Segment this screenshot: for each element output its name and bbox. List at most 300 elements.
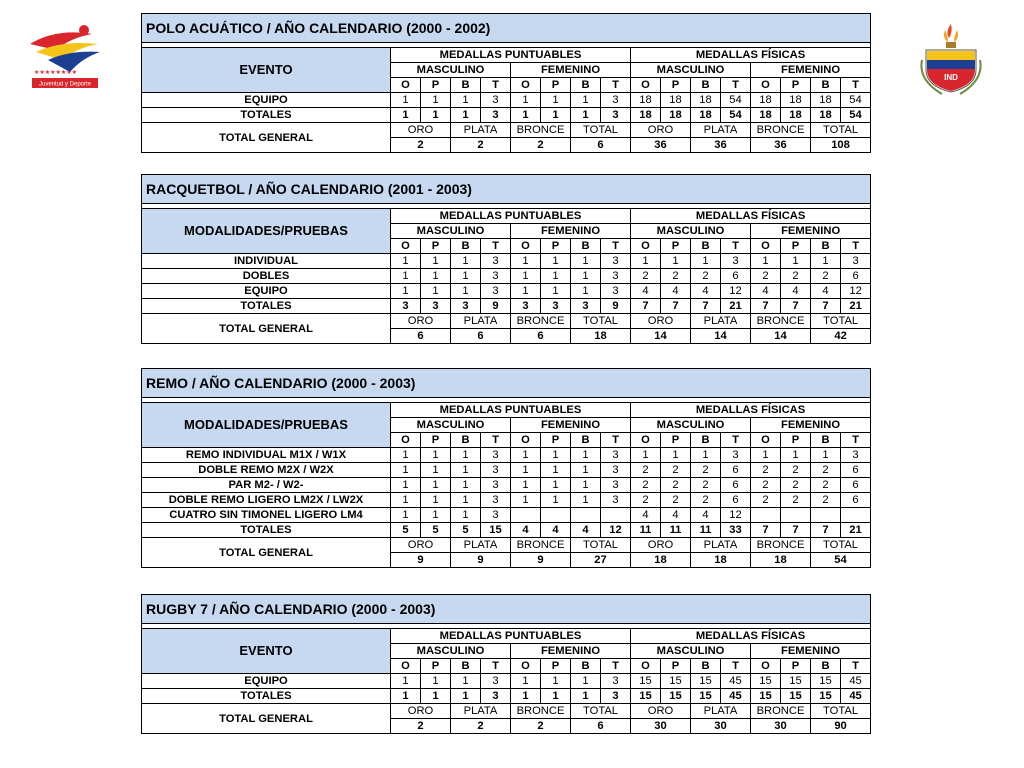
value-cell: 1: [541, 493, 571, 508]
value-cell: 1: [571, 478, 601, 493]
value-cell: 1: [451, 269, 481, 284]
total-cell: 18: [811, 108, 841, 123]
general-value: 18: [751, 553, 811, 568]
value-cell: 12: [721, 284, 751, 299]
column-header-o: O: [631, 239, 661, 254]
value-cell: 1: [511, 463, 541, 478]
event-header: MODALIDADES/PRUEBAS: [142, 209, 391, 254]
general-value: 9: [451, 553, 511, 568]
table-row: [142, 493, 871, 508]
medallas-fisicas-header: MEDALLAS FÍSICAS: [631, 403, 871, 418]
value-cell: 6: [721, 478, 751, 493]
total-cell: 3: [511, 299, 541, 314]
value-cell: 1: [691, 254, 721, 269]
value-cell: 1: [451, 493, 481, 508]
total-cell: 1: [391, 108, 421, 123]
value-cell: 4: [751, 284, 781, 299]
total-cell: 15: [661, 689, 691, 704]
value-cell: [841, 508, 871, 523]
value-cell: 1: [661, 448, 691, 463]
value-cell: 3: [601, 493, 631, 508]
value-cell: 1: [421, 254, 451, 269]
general-value: 6: [571, 138, 631, 153]
column-header-t: T: [841, 659, 871, 674]
masculino-header: MASCULINO: [631, 644, 751, 659]
value-cell: 1: [781, 254, 811, 269]
total-cell: 9: [601, 299, 631, 314]
value-cell: 1: [421, 493, 451, 508]
column-header-o: O: [751, 239, 781, 254]
bronce-label: BRONCE: [751, 314, 811, 329]
row-label: INDIVIDUAL: [142, 254, 391, 269]
femenino-header: FEMENINO: [511, 224, 631, 239]
column-header-o: O: [511, 78, 541, 93]
column-header-o: O: [631, 433, 661, 448]
value-cell: 1: [541, 284, 571, 299]
value-cell: 18: [691, 93, 721, 108]
general-value: 9: [391, 553, 451, 568]
value-cell: 2: [811, 463, 841, 478]
column-header-t: T: [841, 239, 871, 254]
value-cell: 1: [541, 448, 571, 463]
value-cell: 1: [391, 478, 421, 493]
total-cell: 9: [481, 299, 511, 314]
general-value: 14: [751, 329, 811, 344]
femenino-header: FEMENINO: [751, 644, 871, 659]
table-row: [142, 478, 871, 493]
value-cell: 1: [571, 284, 601, 299]
total-cell: 18: [751, 108, 781, 123]
column-header-t: T: [601, 659, 631, 674]
general-value: 18: [631, 553, 691, 568]
value-cell: 18: [751, 93, 781, 108]
column-header-p: P: [781, 239, 811, 254]
column-header-b: B: [691, 239, 721, 254]
total-cell: 12: [601, 523, 631, 538]
column-header-p: P: [661, 78, 691, 93]
table-row: [142, 448, 871, 463]
column-header-b: B: [451, 433, 481, 448]
medallas-fisicas-header: MEDALLAS FÍSICAS: [631, 629, 871, 644]
total-cell: 11: [631, 523, 661, 538]
masculino-header: MASCULINO: [391, 224, 511, 239]
medallas-fisicas-header: MEDALLAS FÍSICAS: [631, 48, 871, 63]
total-label: TOTAL: [571, 704, 631, 719]
total-cell: 54: [721, 108, 751, 123]
general-value: 18: [691, 553, 751, 568]
oro-label: ORO: [391, 704, 451, 719]
value-cell: 1: [391, 284, 421, 299]
column-header-t: T: [841, 433, 871, 448]
total-cell: 7: [811, 299, 841, 314]
value-cell: 54: [721, 93, 751, 108]
value-cell: 2: [781, 478, 811, 493]
general-value: 2: [391, 138, 451, 153]
general-value: 30: [631, 719, 691, 734]
column-header-b: B: [811, 433, 841, 448]
oro-label: ORO: [391, 314, 451, 329]
femenino-header: FEMENINO: [751, 224, 871, 239]
value-cell: 2: [781, 269, 811, 284]
total-cell: 21: [841, 299, 871, 314]
column-header-p: P: [781, 433, 811, 448]
value-cell: 3: [481, 284, 511, 299]
totales-label: TOTALES: [142, 689, 391, 704]
value-cell: 2: [691, 493, 721, 508]
value-cell: 3: [481, 254, 511, 269]
femenino-header: FEMENINO: [511, 418, 631, 433]
value-cell: 3: [721, 254, 751, 269]
bronce-label: BRONCE: [511, 704, 571, 719]
value-cell: 18: [781, 93, 811, 108]
column-header-t: T: [481, 659, 511, 674]
column-header-p: P: [781, 659, 811, 674]
bronce-label: BRONCE: [511, 123, 571, 138]
general-value: 30: [751, 719, 811, 734]
total-cell: 4: [571, 523, 601, 538]
value-cell: 1: [571, 493, 601, 508]
value-cell: 1: [541, 254, 571, 269]
totales-label: TOTALES: [142, 299, 391, 314]
total-general-label: TOTAL GENERAL: [142, 704, 391, 734]
general-value: 2: [391, 719, 451, 734]
medal-table: [141, 174, 871, 344]
column-header-o: O: [631, 78, 661, 93]
totals-row: [142, 523, 871, 538]
total-cell: 45: [841, 689, 871, 704]
value-cell: 1: [421, 269, 451, 284]
column-header-t: T: [721, 659, 751, 674]
value-cell: [601, 508, 631, 523]
table-row: [142, 254, 871, 269]
column-header-o: O: [751, 433, 781, 448]
femenino-header: FEMENINO: [511, 644, 631, 659]
total-cell: 7: [661, 299, 691, 314]
value-cell: 4: [781, 284, 811, 299]
row-label: EQUIPO: [142, 93, 391, 108]
bronce-label: BRONCE: [751, 704, 811, 719]
medal-section: [141, 174, 870, 344]
masculino-header: MASCULINO: [631, 63, 751, 78]
value-cell: 1: [541, 478, 571, 493]
value-cell: 1: [391, 269, 421, 284]
general-value: 9: [511, 553, 571, 568]
value-cell: 1: [571, 463, 601, 478]
total-cell: 1: [451, 108, 481, 123]
general-value: 27: [571, 553, 631, 568]
total-label: TOTAL: [571, 314, 631, 329]
total-cell: 1: [451, 689, 481, 704]
column-header-o: O: [511, 659, 541, 674]
total-cell: 11: [691, 523, 721, 538]
value-cell: 2: [691, 478, 721, 493]
value-cell: 1: [571, 93, 601, 108]
value-cell: 3: [481, 448, 511, 463]
value-cell: 1: [421, 284, 451, 299]
plata-label: PLATA: [691, 704, 751, 719]
value-cell: 1: [811, 448, 841, 463]
column-header-p: P: [421, 239, 451, 254]
section-title: RUGBY 7 / AÑO CALENDARIO (2000 - 2003): [142, 595, 871, 624]
value-cell: 1: [391, 508, 421, 523]
value-cell: 1: [511, 284, 541, 299]
row-label: PAR M2- / W2-: [142, 478, 391, 493]
column-header-t: T: [601, 239, 631, 254]
total-cell: 3: [541, 299, 571, 314]
table-row: [142, 93, 871, 108]
value-cell: 3: [481, 674, 511, 689]
value-cell: 1: [811, 254, 841, 269]
juventud-y-deporte-logo: [26, 22, 104, 92]
total-cell: 3: [481, 108, 511, 123]
total-cell: 7: [781, 299, 811, 314]
medallas-fisicas-header: MEDALLAS FÍSICAS: [631, 209, 871, 224]
column-header-t: T: [841, 78, 871, 93]
total-cell: 18: [691, 108, 721, 123]
value-cell: 1: [511, 254, 541, 269]
total-cell: 1: [511, 108, 541, 123]
column-header-p: P: [541, 78, 571, 93]
total-cell: 7: [751, 523, 781, 538]
total-cell: 18: [781, 108, 811, 123]
value-cell: 1: [391, 254, 421, 269]
column-header-p: P: [541, 239, 571, 254]
column-header-p: P: [421, 433, 451, 448]
totals-row: [142, 108, 871, 123]
column-header-p: P: [421, 659, 451, 674]
value-cell: 1: [511, 269, 541, 284]
total-general-label: TOTAL GENERAL: [142, 123, 391, 153]
total-cell: 1: [571, 689, 601, 704]
value-cell: 1: [511, 448, 541, 463]
value-cell: 2: [661, 269, 691, 284]
value-cell: 6: [721, 493, 751, 508]
total-label: TOTAL: [571, 538, 631, 553]
value-cell: 1: [421, 508, 451, 523]
total-cell: 7: [691, 299, 721, 314]
plata-label: PLATA: [691, 123, 751, 138]
value-cell: 1: [691, 448, 721, 463]
table-row: [142, 284, 871, 299]
column-header-b: B: [451, 239, 481, 254]
general-value: 36: [691, 138, 751, 153]
column-header-t: T: [721, 78, 751, 93]
value-cell: 3: [601, 269, 631, 284]
svg-text:IND: IND: [944, 73, 958, 82]
medal-table: [141, 594, 871, 734]
column-header-o: O: [391, 659, 421, 674]
masculino-header: MASCULINO: [631, 224, 751, 239]
column-header-b: B: [451, 78, 481, 93]
medallas-puntuables-header: MEDALLAS PUNTUABLES: [391, 629, 631, 644]
total-cell: 15: [751, 689, 781, 704]
general-value: 2: [511, 138, 571, 153]
total-cell: 4: [511, 523, 541, 538]
general-value: 2: [451, 138, 511, 153]
value-cell: [511, 508, 541, 523]
ind-shield-logo: [912, 20, 990, 98]
value-cell: 3: [601, 254, 631, 269]
value-cell: 1: [391, 463, 421, 478]
masculino-header: MASCULINO: [391, 63, 511, 78]
value-cell: 2: [751, 463, 781, 478]
column-header-b: B: [691, 659, 721, 674]
column-header-p: P: [661, 659, 691, 674]
value-cell: 2: [661, 478, 691, 493]
value-cell: 1: [541, 269, 571, 284]
column-header-b: B: [451, 659, 481, 674]
value-cell: 2: [751, 478, 781, 493]
medal-section: [141, 13, 870, 153]
column-header-o: O: [751, 659, 781, 674]
value-cell: 1: [571, 269, 601, 284]
femenino-header: FEMENINO: [751, 418, 871, 433]
value-cell: 2: [631, 478, 661, 493]
general-value: 18: [571, 329, 631, 344]
svg-text:★★★★★★★★: ★★★★★★★★: [34, 69, 78, 76]
value-cell: 18: [661, 93, 691, 108]
value-cell: 1: [451, 508, 481, 523]
row-label: EQUIPO: [142, 284, 391, 299]
value-cell: 3: [481, 463, 511, 478]
total-cell: 7: [781, 523, 811, 538]
medal-section: [141, 594, 870, 734]
value-cell: 1: [511, 478, 541, 493]
value-cell: 2: [811, 478, 841, 493]
value-cell: 1: [541, 674, 571, 689]
total-general-label: TOTAL GENERAL: [142, 314, 391, 344]
medallas-puntuables-header: MEDALLAS PUNTUABLES: [391, 48, 631, 63]
totals-row: [142, 689, 871, 704]
value-cell: 2: [781, 493, 811, 508]
column-header-o: O: [631, 659, 661, 674]
value-cell: 3: [481, 508, 511, 523]
value-cell: 2: [691, 463, 721, 478]
general-value: 2: [511, 719, 571, 734]
femenino-header: FEMENINO: [511, 63, 631, 78]
medal-section: [141, 368, 870, 568]
total-cell: 1: [511, 689, 541, 704]
column-header-b: B: [571, 78, 601, 93]
table-row: [142, 508, 871, 523]
general-value: 54: [811, 553, 871, 568]
value-cell: 1: [391, 448, 421, 463]
total-cell: 1: [571, 108, 601, 123]
value-cell: [751, 508, 781, 523]
column-header-b: B: [811, 659, 841, 674]
column-header-b: B: [691, 433, 721, 448]
event-header: MODALIDADES/PRUEBAS: [142, 403, 391, 448]
total-cell: 1: [421, 689, 451, 704]
value-cell: 3: [481, 478, 511, 493]
total-cell: 3: [601, 689, 631, 704]
value-cell: 54: [841, 93, 871, 108]
section-title: RACQUETBOL / AÑO CALENDARIO (2001 - 2003): [142, 175, 871, 204]
value-cell: 45: [841, 674, 871, 689]
value-cell: 1: [541, 463, 571, 478]
total-cell: 3: [421, 299, 451, 314]
value-cell: 1: [571, 674, 601, 689]
total-cell: 1: [541, 108, 571, 123]
total-cell: 1: [541, 689, 571, 704]
value-cell: 4: [811, 284, 841, 299]
total-cell: 15: [481, 523, 511, 538]
value-cell: 1: [451, 254, 481, 269]
bronce-label: BRONCE: [511, 314, 571, 329]
value-cell: 1: [451, 478, 481, 493]
column-header-b: B: [571, 239, 601, 254]
bronce-label: BRONCE: [511, 538, 571, 553]
plata-label: PLATA: [451, 123, 511, 138]
total-cell: 3: [601, 108, 631, 123]
value-cell: 4: [661, 284, 691, 299]
value-cell: 1: [421, 463, 451, 478]
value-cell: 1: [391, 493, 421, 508]
total-label: TOTAL: [811, 123, 871, 138]
value-cell: 15: [751, 674, 781, 689]
general-value: 108: [811, 138, 871, 153]
value-cell: 1: [451, 93, 481, 108]
oro-label: ORO: [391, 123, 451, 138]
oro-label: ORO: [631, 123, 691, 138]
value-cell: [571, 508, 601, 523]
value-cell: 2: [661, 463, 691, 478]
value-cell: 2: [751, 493, 781, 508]
value-cell: 2: [631, 493, 661, 508]
value-cell: 3: [601, 284, 631, 299]
general-value: 2: [451, 719, 511, 734]
plata-label: PLATA: [451, 538, 511, 553]
column-header-t: T: [721, 433, 751, 448]
total-cell: 7: [811, 523, 841, 538]
table-row: [142, 269, 871, 284]
row-label: CUATRO SIN TIMONEL LIGERO LM4: [142, 508, 391, 523]
column-header-p: P: [781, 78, 811, 93]
value-cell: 3: [601, 93, 631, 108]
column-header-t: T: [481, 433, 511, 448]
value-cell: 3: [601, 478, 631, 493]
column-header-t: T: [601, 433, 631, 448]
value-cell: 2: [631, 269, 661, 284]
general-value: 6: [571, 719, 631, 734]
totales-label: TOTALES: [142, 523, 391, 538]
value-cell: 3: [721, 448, 751, 463]
value-cell: 18: [631, 93, 661, 108]
value-cell: 6: [721, 463, 751, 478]
total-cell: 18: [631, 108, 661, 123]
value-cell: 6: [841, 269, 871, 284]
column-header-o: O: [511, 433, 541, 448]
value-cell: 12: [721, 508, 751, 523]
row-label: DOBLE REMO M2X / W2X: [142, 463, 391, 478]
row-label: EQUIPO: [142, 674, 391, 689]
value-cell: 1: [391, 93, 421, 108]
general-value: 42: [811, 329, 871, 344]
total-cell: 54: [841, 108, 871, 123]
section-title: REMO / AÑO CALENDARIO (2000 - 2003): [142, 369, 871, 398]
total-cell: 7: [751, 299, 781, 314]
general-value: 14: [631, 329, 691, 344]
masculino-header: MASCULINO: [391, 418, 511, 433]
column-header-o: O: [751, 78, 781, 93]
value-cell: 4: [691, 508, 721, 523]
event-header: EVENTO: [142, 629, 391, 674]
value-cell: 4: [691, 284, 721, 299]
value-cell: 1: [661, 254, 691, 269]
value-cell: 1: [511, 674, 541, 689]
column-header-o: O: [391, 239, 421, 254]
value-cell: 3: [841, 254, 871, 269]
